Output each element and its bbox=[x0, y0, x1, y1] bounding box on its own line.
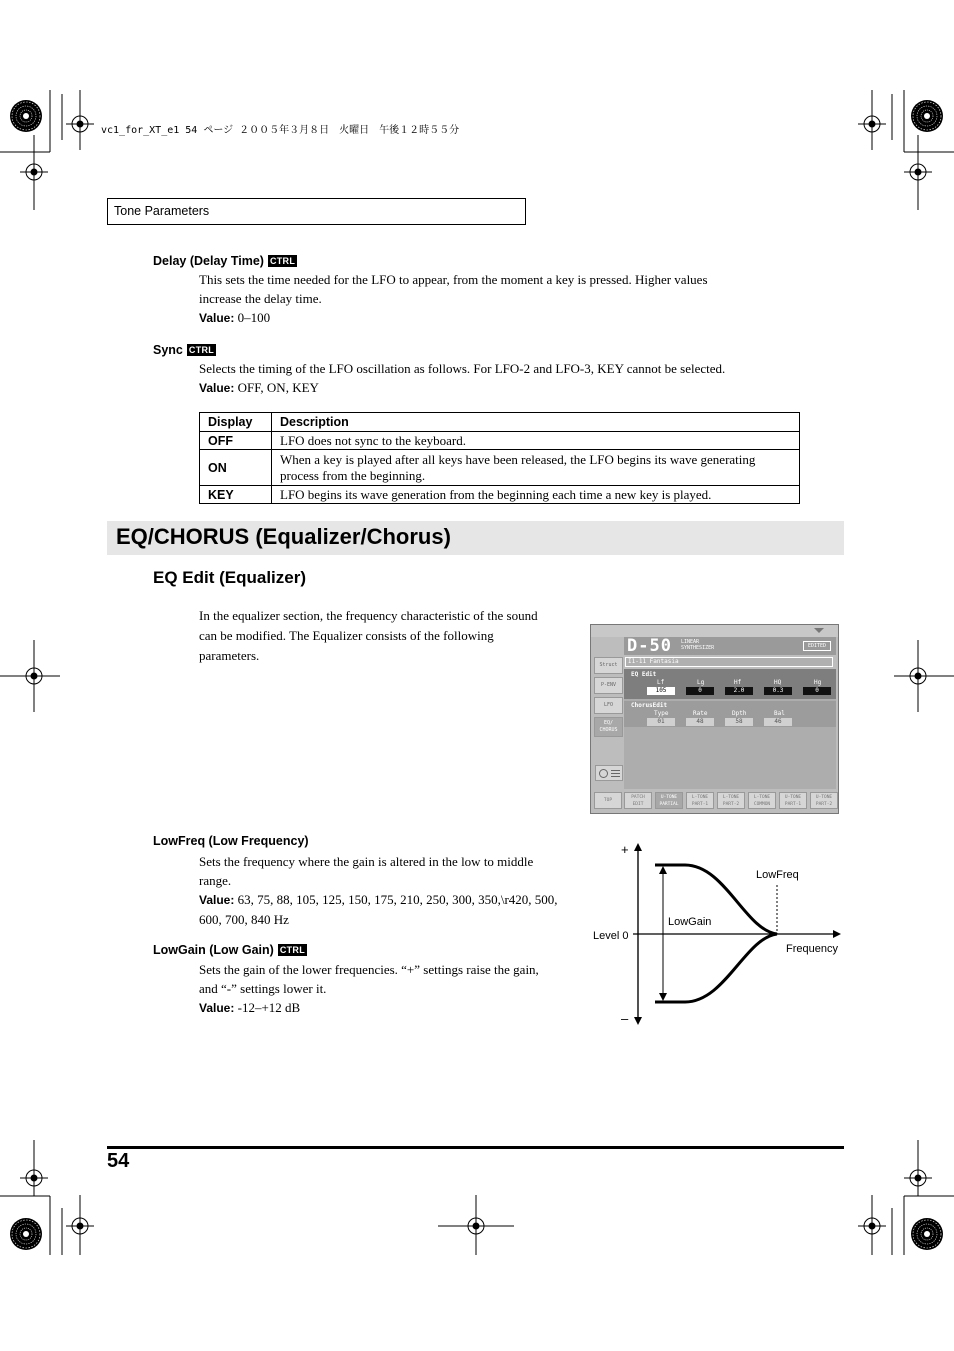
tab-struct[interactable]: Struct bbox=[594, 657, 623, 674]
chorus-rate-field[interactable]: 48 bbox=[686, 718, 714, 726]
ctrl-badge: CTRL bbox=[188, 345, 215, 355]
chorus-label: Bal bbox=[774, 710, 785, 717]
tab-l-tone-common[interactable]: L-TONE COMMON bbox=[748, 792, 776, 809]
lowfreq-description: Sets the frequency where the gain is altered in the low to middle range. Value: 63, 75, 88, 105, 125, 150, 175, 210, 250, 300, 350,\r420, 500, 600, 700, 840 Hz bbox=[199, 854, 558, 927]
chorus-label: Type bbox=[654, 710, 669, 717]
tab-patch-edit[interactable]: PATCH EDIT bbox=[624, 792, 652, 809]
settings-icon[interactable] bbox=[595, 765, 623, 781]
tab-p-env[interactable]: P-ENV bbox=[594, 677, 623, 694]
section-header-box bbox=[107, 198, 526, 225]
table-row: ON When a key is played after all keys have been released, the LFO begins its wave generating process from the beginning. bbox=[200, 450, 800, 486]
tab-eq-chorus[interactable]: EQ/ CHORUS bbox=[594, 717, 623, 737]
param-name-sync: Sync CTRL bbox=[153, 343, 215, 357]
edited-badge: EDITED bbox=[803, 641, 831, 651]
logo-sub-2: SYNTHESIZER bbox=[681, 645, 715, 651]
plus-label: + bbox=[621, 842, 629, 857]
sync-description: Selects the timing of the LFO oscillation as follows. For LFO-2 and LFO-3, KEY cannot be selected. Value: OFF, ON, KEY bbox=[199, 361, 726, 395]
chorus-label: Rate bbox=[693, 710, 708, 717]
minus-label: – bbox=[621, 1011, 629, 1026]
page-number: 54 bbox=[107, 1150, 130, 1172]
chevron-down-icon[interactable] bbox=[814, 628, 824, 633]
chorus-label: Dpth bbox=[732, 710, 747, 717]
table-header: Description bbox=[272, 413, 800, 432]
chapter-heading-bar bbox=[107, 521, 844, 555]
eq-hq-field[interactable]: 0.3 bbox=[764, 687, 792, 695]
param-name-lowgain: LowGain (Low Gain) CTRL bbox=[153, 943, 306, 957]
d50-logo: D-50 bbox=[627, 636, 672, 656]
eq-intro: In the equalizer section, the frequency characteristic of the sound can be modified. The Equalizer consists of the following parameters. bbox=[199, 608, 538, 663]
tab-u-tone-part-1[interactable]: U-TONE PART-1 bbox=[779, 792, 807, 809]
footer-rule bbox=[107, 1146, 844, 1149]
table-row: KEY LFO begins its wave generation from the beginning each time a new key is played. bbox=[200, 486, 800, 504]
chapter-title: EQ/CHORUS (Equalizer/Chorus) bbox=[116, 524, 451, 549]
lowgain-description: Sets the gain of the lower frequencies. “+” settings raise the gain, and “-” settings lower it. Value: -12–+12 dB bbox=[199, 962, 539, 1015]
table-row: OFF LFO does not sync to the keyboard. bbox=[200, 432, 800, 450]
subsection-title: EQ Edit (Equalizer) bbox=[153, 568, 307, 587]
tab-u-tone-part-2[interactable]: U-TONE PART-2 bbox=[810, 792, 838, 809]
delay-description: This sets the time needed for the LFO to appear, from the moment a key is pressed. Higher values increase the delay time. Value: 0–100 bbox=[199, 272, 708, 325]
sync-table bbox=[199, 412, 800, 504]
tab-lfo[interactable]: LFO bbox=[594, 697, 623, 714]
tab-l-tone-part-2[interactable]: L-TONE PART-2 bbox=[717, 792, 745, 809]
param-name-delay: Delay (Delay Time) CTRL bbox=[153, 254, 296, 268]
level-0-label: Level 0 bbox=[593, 930, 629, 942]
lowfreq-label: LowFreq bbox=[756, 869, 799, 881]
eq-label: HQ bbox=[774, 679, 782, 686]
d50-screen bbox=[590, 624, 839, 814]
eq-label: Hg bbox=[814, 679, 822, 686]
eq-label: Lg bbox=[697, 679, 705, 686]
table-header: Display bbox=[200, 413, 272, 432]
eq-lf-field[interactable]: 105 bbox=[647, 687, 675, 695]
patch-name-field[interactable]: I1-11 Fantasia bbox=[625, 657, 833, 667]
eq-edit-title: EQ Edit bbox=[631, 671, 657, 678]
chorus-depth-field[interactable]: 58 bbox=[725, 718, 753, 726]
chorus-type-field[interactable]: 01 bbox=[647, 718, 675, 726]
eq-hg-field[interactable]: 0 bbox=[803, 687, 831, 695]
ctrl-badge: CTRL bbox=[269, 256, 296, 266]
lowgain-label: LowGain bbox=[668, 916, 712, 928]
ctrl-badge: CTRL bbox=[279, 945, 306, 955]
eq-label: Lf bbox=[657, 679, 665, 686]
tab-top[interactable]: TOP bbox=[594, 792, 622, 809]
frequency-label: Frequency bbox=[786, 943, 838, 955]
tab-u-tone-partial[interactable]: U-TONE PARTIAL bbox=[655, 792, 683, 809]
section-header-label: Tone Parameters bbox=[114, 204, 210, 218]
logo-sub-1: LINEAR bbox=[681, 639, 700, 645]
tab-l-tone-part-1[interactable]: L-TONE PART-1 bbox=[686, 792, 714, 809]
param-name-lowfreq: LowFreq (Low Frequency) bbox=[153, 834, 309, 848]
chorus-edit-title: ChorusEdit bbox=[631, 702, 668, 709]
eq-curve-diagram bbox=[585, 835, 845, 1030]
print-header: vc1_for_XT_e1 54 ページ ２００５年３月８日 火曜日 午後１２時５５分 bbox=[101, 125, 460, 136]
eq-lg-field[interactable]: 0 bbox=[686, 687, 714, 695]
cut-curve bbox=[655, 934, 777, 1002]
chorus-bal-field[interactable]: 46 bbox=[764, 718, 792, 726]
eq-hf-field[interactable]: 2.0 bbox=[725, 687, 753, 695]
eq-label: Hf bbox=[734, 679, 742, 686]
